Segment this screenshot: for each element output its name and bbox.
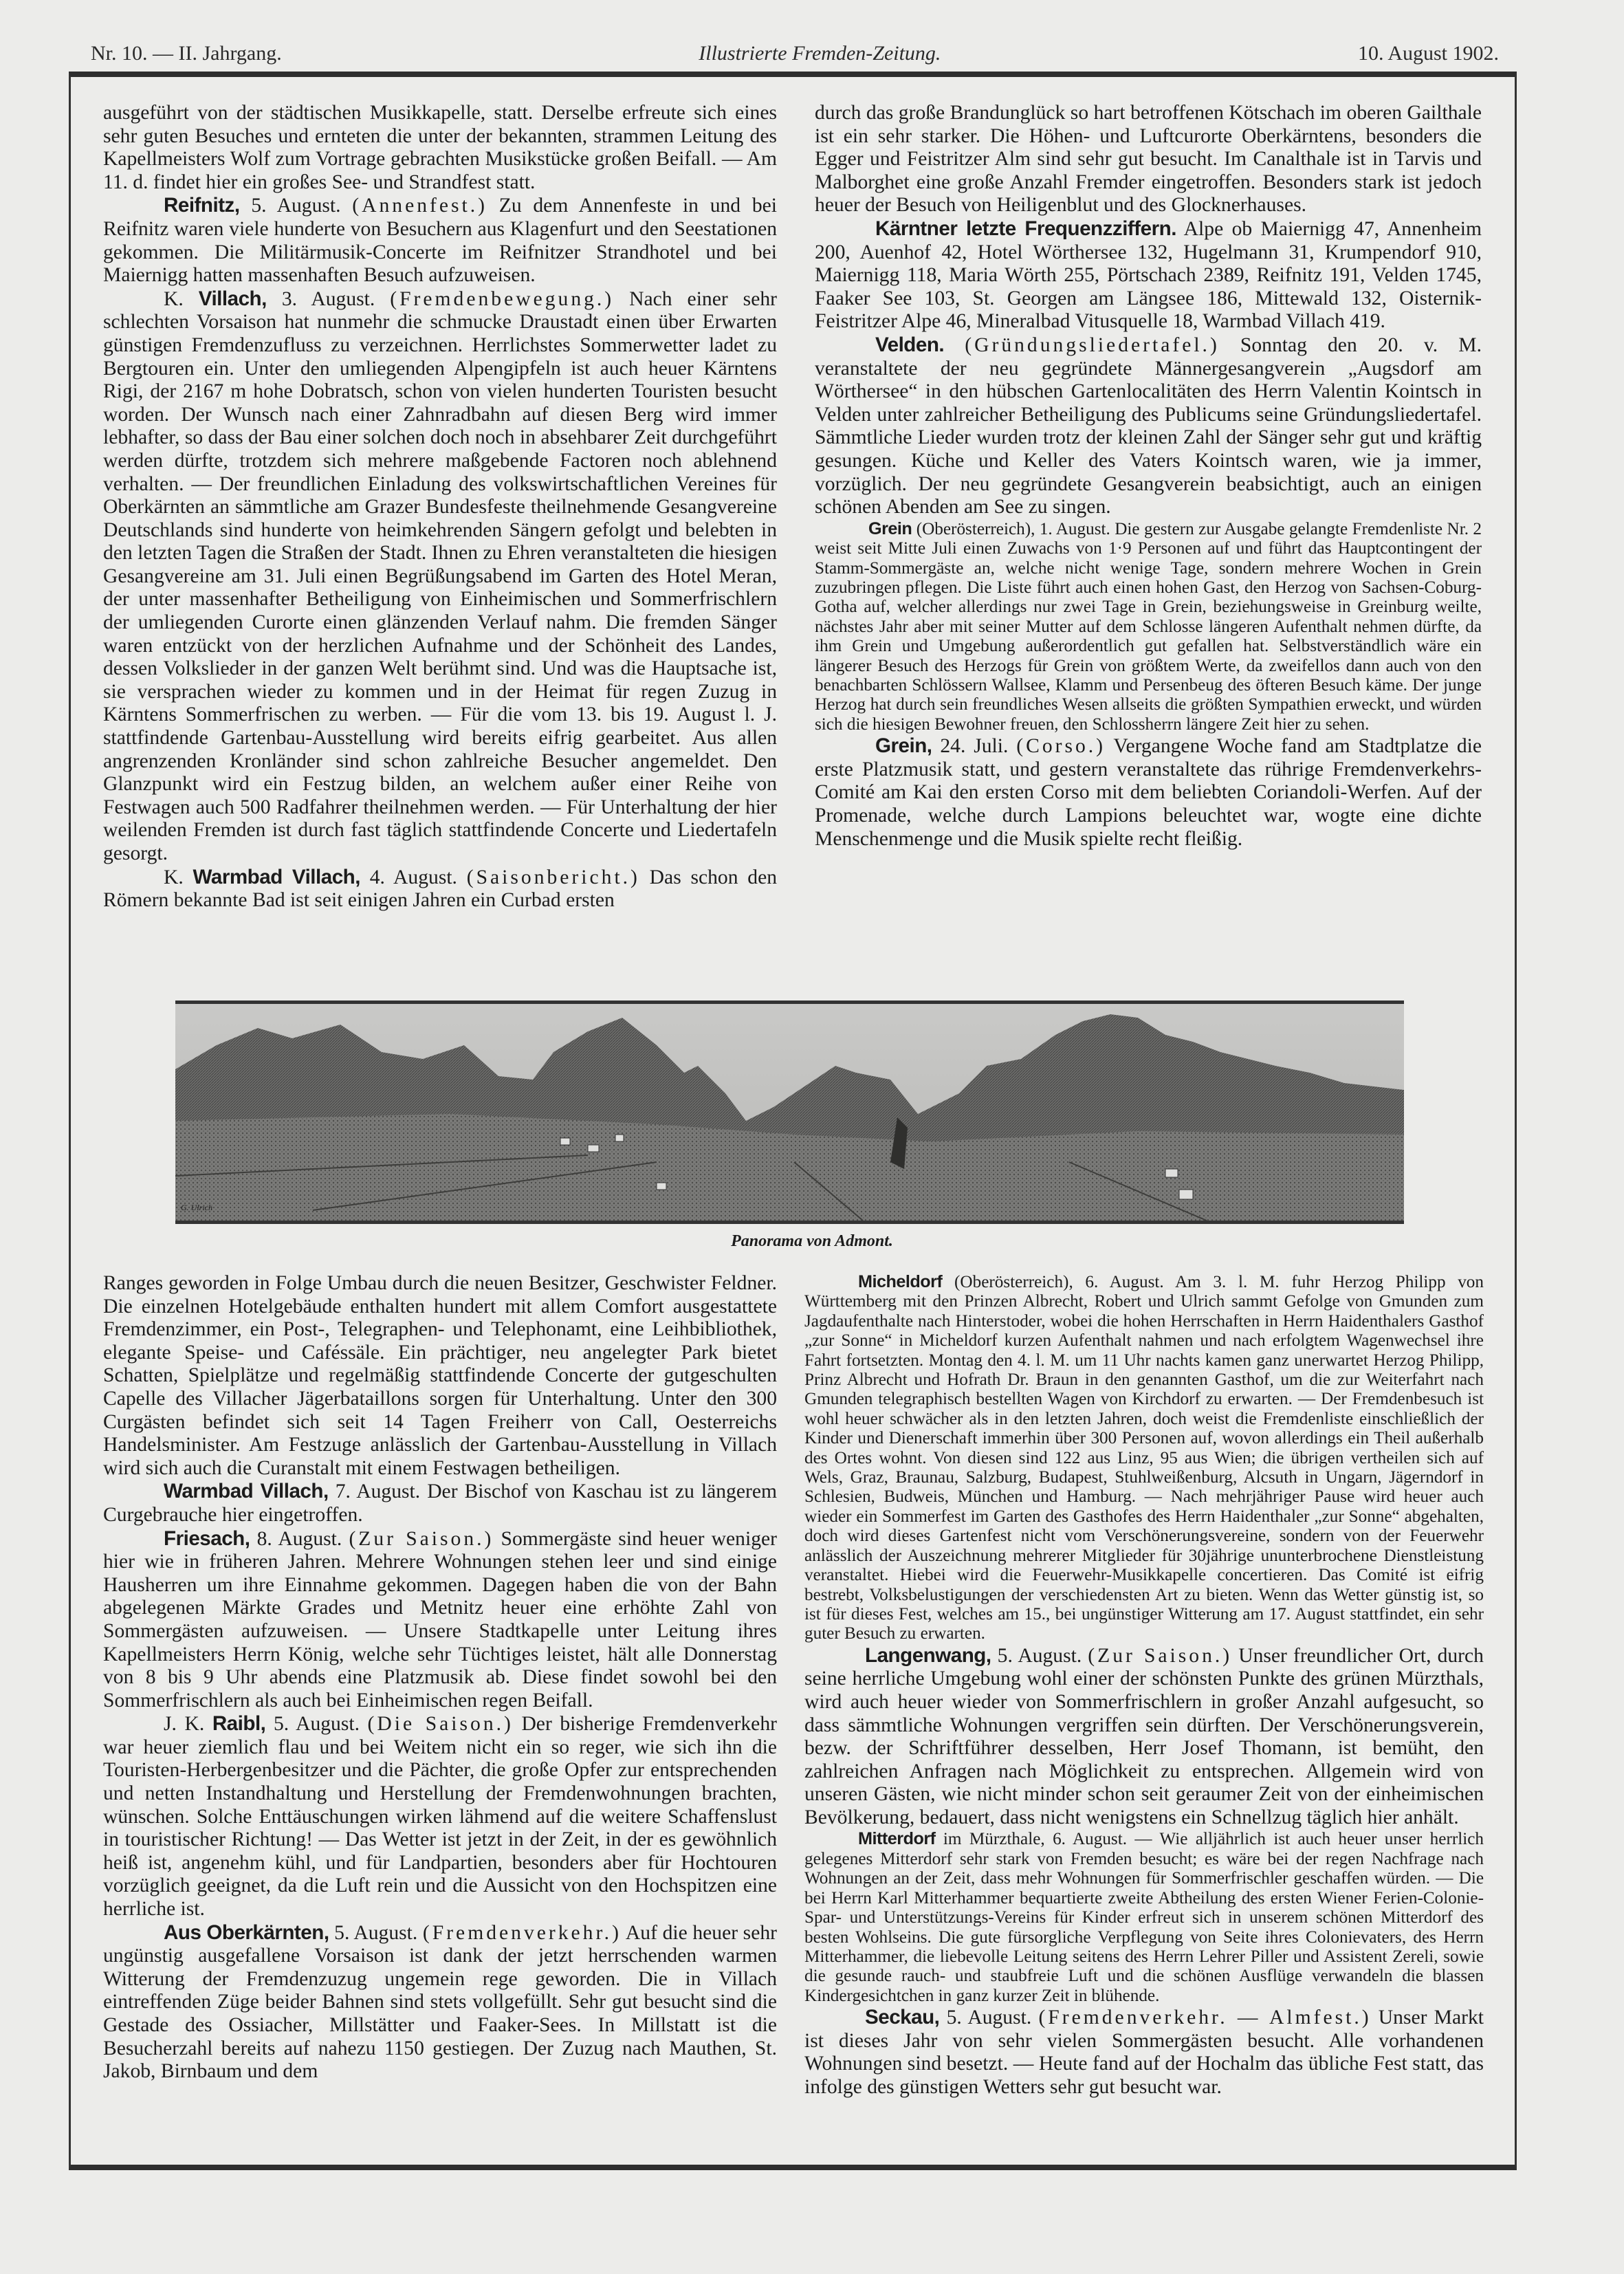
topic-label: (Zur Saison.)	[349, 1527, 494, 1550]
news-item	[103, 1527, 777, 1713]
column-top-right	[815, 102, 1482, 851]
dateline: 3. August.	[266, 287, 391, 310]
dateline: im Mürzthale, 6. August.	[935, 1830, 1135, 1849]
figure-caption: Panorama von Admont.	[731, 1232, 893, 1250]
location-heading: Langenwang,	[865, 1643, 991, 1667]
article-text: Zu dem Annenfeste in und bei Reifnitz waren viele hunderte von Besuchern aus Klagenfurt und den Seestationen gekommen. Die Militärmusik-Concerte im Reifnitzer Strandhotel und bei Maiernigg hatten massenhaften Besuch aufzuweisen.	[103, 195, 777, 287]
location-prefix: K.	[164, 866, 193, 888]
location-prefix: K.	[164, 287, 199, 310]
article-text: Sonntag den 20. v. M. veranstaltete der neu gegründete Männergesangverein „Augsdorf am Wörthersee“ in den hübschen Gartenlocalitäten des Herrn Valentin Kointsch in Velden unter zahlreicher Betheiligung des Publicums seine Gründungsliedertafel. Sämmtliche Lieder wurden trotz der kleinen Zahl der Sänger sehr gut und kräftig gesungen. Küche und Keller des Vaters Kointsch waren, wie ja immer, vorzüglich. Der neu gegründete Gesangverein beabsichtigt, auch an einigen schönen Abenden am See zu singen.	[815, 334, 1482, 518]
dateline: 5. August.	[239, 195, 353, 217]
article-text: Unser freundlicher Ort, durch seine herrliche Umgebung wohl einer der schönsten Punkte des grünen Mürzthals, wird auch heuer wieder von Sommerfrischlern in großer Anzahl aufgesucht, so dass sämmtliche Wohnungen vergriffen sein dürften. Der Verschönerungsverein, bezw. der Schriftführer desselben, Herr Josef Thomann, ist bemüht, den zahlreichen Anfragen nach Möglichkeit zu entsprechen. Allgemein wird von unseren Gästen, wie nicht minder schon seit geraumer Zeit von der einheimischen Bevölkerung, bedauert, dass nicht wenigstens ein Schnellzug täglich hier anhält.	[804, 1644, 1484, 1828]
article-text: Unser Markt ist dieses Jahr von sehr vielen Sommergästen besucht. Alle vorhandenen Wohnungen sind besetzt. — Heute fand auf der Hochalm das übliche Fest statt, das infolge des günstigen Wetters sehr gut besucht war.	[804, 2007, 1484, 2098]
news-item	[103, 287, 777, 866]
topic-label: (Saisonbericht.)	[466, 866, 640, 888]
topic-label: (Zur Saison.)	[1088, 1644, 1233, 1667]
location-heading: Micheldorf	[858, 1272, 943, 1291]
dateline: 7. August.	[328, 1480, 428, 1503]
article-text: Am 3. l. M. fuhr Herzog Philipp von Württemberg mit den Prinzen Albrecht, Robert und Ulrich sammt Gefolge von Gmunden zum Jagdaufenthalte nach Hinterstoder, wobei die hohen Herrschaften in Herrn Haidenthalers Gasthof „zur Sonne“ in Micheldorf kurzen Aufenthalt nahmen und nach erfolgtem Wagenwechsel ihre Fahrt fortsetzten. Montag den 4. l. M. um 11 Uhr nachts kamen ganz unerwartet Herzog Philipp, Prinz Albrecht und Hofrath Dr. Braun in den genannten Gasthof, um die zur Weiterfahrt nach Gmunden telegraphisch bestellten Wagen von Kirchdorf zu erwarten. — Der Fremdenbesuch ist wohl heuer schwächer als in den letzten Jahren, doch weist die Fremdenliste einschließlich der Kinder und Dienerschaft immerhin über 300 Personen auf, wovon allerdings ein Theil außerhalb des Ortes wohnt. Von diesen sind 122 aus Linz, 95 aus Wien; die übrigen vertheilen sich auf Wels, Graz, Braunau, Salzburg, Budapest, Stuhlweißenburg, Alcsuth in Ungarn, Jägerndorf in Schlesien, Budweis, München und Hamburg. — Nach mehrjähriger Pause wird heuer auch wieder ein Sommerfest im Garten des Gasthofes des Herrn Haidenthaler „zur Sonne“ abgehalten, doch wird dieses Gartenfest nicht vom Verschönerungsvereine, sondern von der Feuerwehr anlässlich der Auszeichnung mehrerer Mitglieder für 30jährige ununterbrochene Dienstleistung veranstaltet. Hiebei wird die Feuerwehr-Musikkapelle concertieren. Das Comité ist eifrig bestrebt, Volksbelustigungen der verschiedensten Art zu bieten. Wenn das Wetter günstig ist, so ist für dieses Fest, welches am 15., bei ungünstiger Witterung am 17. August stattfindet, ein sehr guter Besuch zu erwarten.	[804, 1273, 1484, 1643]
news-item	[815, 734, 1482, 851]
dateline: (Oberösterreich), 1. August.	[912, 519, 1115, 538]
artist-signature: G. Ulrich	[181, 1203, 212, 1212]
location-heading: Mitterdorf	[858, 1829, 936, 1849]
article-text: durch das große Brandunglück so hart betroffenen Kötschach im oberen Gailthale ist ein sehr starker. Die Höhen- und Luftcurorte Oberkärntens, besonders die Egger und Feistritzer Alm sind sehr gut besucht. Im Canalthale ist in Tarvis und Malborghet eine große Anzahl Fremder eingetroffen. Besonders stark ist jedoch heuer der Besuch von Heiligenblut und des Glocknerhauses.	[815, 102, 1482, 217]
dateline: 5. August.	[265, 1713, 368, 1736]
article-text: Der bisherige Fremdenverkehr war heuer ziemlich flau und bei Weitem nicht ein so reger, wie sich ihn die Touristen-Herbergenbesitzer und die Pächter, die große Opfer zur entsprechenden und netten Instandhaltung und Herstellung der Fremdenwohnungen brachten, wünschen. Solche Enttäuschungen wirken lähmend auf die weitere Schaffenslust in touristischer Richtung! — Das Wetter ist jetzt in der Zeit, in der es gewöhnlich heiß ist, angenehm kühl, und für Landpartien, besonders aber für Hochtouren vorzüglich geeignet, da die Luft rein und die Aussicht von den Hochspitzen eine herrliche ist.	[103, 1713, 777, 1921]
topic-label: (Fremdenverkehr.)	[422, 1921, 622, 1944]
news-item	[103, 194, 777, 287]
news-item	[815, 217, 1482, 334]
location-heading: Aus Oberkärnten,	[164, 1921, 329, 1944]
article-text: Alpe ob Maiernigg 47, Annenheim 200, Auenhof 42, Hotel Wörthersee 132, Hugelmann 31, Krumpendorf 910, Maiernigg 118, Maria Wörth 255, Pörtschach 2389, Reifnitz 191, Velden 1745, Faaker See 103, St. Georgen am Längsee 186, Mittewald 132, Oisternik-Feistritzer Alpe 46, Mineralbad Vitusquelle 18, Warmbad Villach 419.	[815, 217, 1482, 333]
news-item	[103, 1712, 777, 1921]
location-prefix: J. K.	[164, 1713, 212, 1736]
news-item	[815, 519, 1482, 734]
dateline: 24. Juli.	[932, 735, 1017, 758]
location-heading: Raibl,	[212, 1712, 266, 1736]
column-bottom-left	[103, 1272, 777, 2084]
dateline	[944, 334, 965, 356]
article-text: Auf die heuer sehr ungünstig ausgefallene Vorsaison ist dank der jetzt herrschenden warmen Witterung der Fremdenzuzug ungemein rege geworden. Die in Villach eintreffenden Züge beider Bahnen sind stets vollgefüllt. Sehr gut besucht sind die Gestade des Ossiacher, Millstätter und Faaker-Sees. In Millstatt ist die Besucherzahl bereits auf nahezu 1150 gestiegen. Der Zuzug nach Mauthen, St. Jakob, Birnbaum und dem	[103, 1921, 777, 2083]
article-text: Der Bischof von Kaschau ist zu längerem Curgebrauche hier eingetroffen.	[103, 1480, 777, 1526]
location-heading: Velden.	[875, 333, 945, 356]
article-text: Das schon den Römern bekannte Bad ist seit einigen Jahren ein Curbad ersten	[103, 866, 778, 912]
dateline: 5. August.	[329, 1921, 423, 1944]
dateline: 5. August.	[991, 1644, 1088, 1667]
news-item	[103, 1921, 777, 2084]
article-continuation	[103, 102, 777, 194]
article-text: ausgeführt von der städtischen Musikkapelle, statt. Derselbe erfreute sich eines sehr guten Besuches und ernteten die unter der bekannten, strammen Leitung des Kapellmeisters Wolf zum Vortrage gebrachten Musikstücke großen Beifall. — Am 11. d. findet hier ein großes See- und Strandfest statt.	[103, 102, 777, 193]
topic-label: (Die Saison.)	[367, 1713, 514, 1736]
topic-label: (Corso.)	[1016, 735, 1106, 758]
topic-label: (Fremdenverkehr. — Almfest.)	[1038, 2007, 1372, 2029]
location-heading: Villach,	[198, 287, 267, 310]
location-heading: Reifnitz,	[164, 194, 240, 217]
article-text: Die gestern zur Ausgabe gelangte Fremdenliste Nr. 2 weist seit Mitte Juli einen Zuwachs von 1·9 Personen auf und führt das Hauptcontingent der Stamm-Sommergäste an, welche nicht wenige Tage, sondern mehrere Wochen in Grein zuzubringen pflegen. Die Liste führt auch einen hohen Gast, den Herzog von Sachsen-Coburg-Gotha auf, welcher allerdings nur zwei Tage in Grein, beziehungsweise in Greinburg weilte, nächstes Jahr aber mit seiner Mutter auf dem Schlosse längeren Aufenthalt nehmen dürfte, da ihm Grein und Umgebung außerordentlich gut gefallen hat. Selbstverständlich wäre ein längerer Besuch des Herzogs für Grein von größtem Werte, da zweifellos dann auch von den benachbarten Schlössern Wallsee, Klamm und Persenbeug des öfteren Besuch käme. Der junge Herzog hat durch sein freundliches Wesen allseits die größten Sympathien erweckt, und würden sich die hiesigen Bewohner freuen, den Schlossherrn längere Zeit hier zu sehen.	[815, 519, 1482, 734]
column-bottom-right	[804, 1272, 1484, 2099]
article-text: Sommergäste sind heuer weniger hier wie in früheren Jahren. Mehrere Wohnungen stehen leer und sind einige Hausherren um ihre Einnahme gekommen. Dagegen haben die von der Bahn abgelegenen Märkte Grades und Metnitz heuer eine erhöhte Zahl von Sommergästen aufzuweisen. — Unsere Stadtkapelle unter Leitung ihres Kapellmeisters Herrn König, welche sehr Tüchtiges leistet, hält alle Donnerstag von 8 bis 9 Uhr abends eine Platzmusik ab. Diese findet sowohl bei den Sommerfrischlern als auch bei Einheimischen regen Beifall.	[103, 1527, 777, 1712]
article-continuation	[815, 102, 1482, 217]
dateline: 8. August.	[250, 1527, 349, 1550]
article-text: — Wie alljährlich ist auch heuer unser herrlich gelegenes Mitterdorf sehr stark von Fremden besucht; es wäre bei der regen Nachfrage nach Wohnungen an der Zeit, dass mehr Wohnungen für Sommerfrischler geschaffen würden. — Die bei Herrn Karl Mitterhammer bequartierte zweite Abtheilung des ersten Wiener Ferien-Colonie-Spar- und Unterstützungs-Vereins für Kinder erfreut sich in unserem schönen Mitterdorf des besten Wohlseins. Die gute fürsorgliche Verpflegung von Seite ihres Colonievaters, des Herrn Mitterhammer, die liebevolle Leitung seitens des Herrn Lehrer Piller und Assistent Zereli, sowie die gesunde rauch- und staubfreie Luft und die schönen Ausflüge verwandeln die blassen Kindergesichtchen in ganz kurzer Zeit in blühende.	[804, 1830, 1484, 2005]
article-text: Vergangene Woche fand am Stadtplatze die erste Platzmusik statt, und gestern veranstaltete das rührige Fremdenverkehrs-Comité am Kai den ersten Corso mit dem beliebten Coriandoli-Werfen. Auf der Promenade, welche durch Lampions beleuchtet war, wogte eine dichte Menschenmenge und die Musik spielte recht fleißig.	[815, 735, 1482, 850]
dateline	[1176, 218, 1184, 240]
column-top-left	[103, 102, 777, 912]
panorama-illustration	[175, 1001, 1404, 1224]
location-heading: Friesach,	[164, 1527, 250, 1550]
dateline: 4. August.	[360, 866, 467, 888]
running-head	[91, 40, 1499, 67]
location-heading: Kärntner letzte Frequenzziffern.	[875, 217, 1176, 240]
news-item	[103, 1480, 777, 1527]
news-item	[804, 1644, 1484, 1830]
news-item	[815, 334, 1482, 519]
issue-date: 10. August 1902.	[1357, 42, 1499, 65]
news-item	[804, 2006, 1484, 2099]
location-heading: Seckau,	[865, 2006, 940, 2029]
dateline: 5. August.	[939, 2007, 1039, 2029]
mountain-landscape-image	[175, 1004, 1404, 1221]
location-heading: Grein,	[875, 734, 932, 758]
dateline: (Oberösterreich), 6. August.	[942, 1273, 1175, 1291]
article-text: Nach einer sehr schlechten Vorsaison hat nunmehr die schmucke Draustadt einen über Erwarten günstigen Fremdenzufluss zu verzeichnen. Herrlichstes Sommerwetter ladet zu Bergtouren ein. Unter den umliegenden Alpengipfeln ist auch heuer Kärntens Rigi, der 2167 m hohe Dobratsch, schon von vielen hunderten Touristen besucht worden. Der Wunsch nach einer Zahnradbahn auf diesen Berg wird immer lebhafter, so dass der Bau einer solchen doch noch in absehbarer Zeit durchgeführt werden dürfte, trotzdem sich mehrere maßgebende Factoren noch ablehnend verhalten. — Der freundlichen Einladung des volkswirtschaftlichen Vereines für Oberkärnten an sämmtliche am Grazer Bundesfeste theilnehmende Gesangvereine Deutschlands sind hunderte von heimkehrenden Sängern gefolgt und belebten in den letzten Tagen die Straßen der Stadt. Ihnen zu Ehren veranstalteten die hiesigen Gesangvereine am 31. Juli einen Begrüßungsabend im Garten des Hotel Meran, der unter massenhafter Betheiligung von Einheimischen und Sommerfrischlern der umliegenden Curorte einen glänzenden Verlauf nahm. Die fremden Sänger waren entzückt von der herzlichen Aufnahme und der Schönheit des Landes, dessen Volkslieder in der ganzen Welt berühmt sind. Und was die Hauptsache ist, sie versprachen wieder zu kommen und in der Heimat für regen Zuzug in Kärntens Sommerfrischen zu werben. — Für die vom 13. bis 19. August l. J. stattfindende Gartenbau-Ausstellung wird bereits eifrig gearbeitet. Aus allen angrenzenden Kronländer sind schon zahlreiche Besucher angemeldet. Den Glanzpunkt wird ein Festzug bilden, an welchem außer einer Reihe von Festwagen auch 500 Radfahrer theilnehmen werden. — Für Unterhaltung der hier weilenden Fremden ist durch fast täglich stattfindende Concerte und Liedertafeln gesorgt.	[103, 287, 777, 864]
article-continuation	[103, 1272, 777, 1480]
topic-label: (Fremdenbewegung.)	[390, 287, 615, 310]
topic-label: (Gründungsliedertafel.)	[965, 334, 1220, 356]
topic-label: (Annenfest.)	[352, 195, 488, 217]
news-item	[804, 1272, 1484, 1644]
location-heading: Grein	[868, 518, 912, 538]
news-item	[804, 1829, 1484, 2006]
newspaper-title: Illustrierte Fremden-Zeitung.	[699, 42, 941, 65]
location-heading: Warmbad Villach,	[164, 1480, 329, 1503]
location-heading: Warmbad Villach,	[193, 865, 360, 888]
news-item	[103, 866, 777, 912]
issue-number: Nr. 10. — II. Jahrgang.	[91, 42, 282, 65]
article-text: Ranges geworden in Folge Umbau durch die neuen Besitzer, Geschwister Feldner. Die einzelnen Hotelgebäude enthalten hundert mit allem Comfort ausgestattete Fremdenzimmer, ein Post-, Telegraphen- und Telephonamt, eine Leihbibliothek, elegante Speise- und Caféssäle. Ein prächtiger, neu angelegter Park bietet Schatten, Spielplätze und regelmäßig stattfindende Concerte der gutgeschulten Capelle des Villacher Jägerbataillons sorgen für Unterhaltung. Unter den 300 Curgästen befindet sich seit 14 Tagen Freiherr von Call, Oesterreichs Handelsminister. Am Festzuge anlässlich der Gartenbau-Ausstellung in Villach wird sich auch die Curanstalt mit einem Festwagen betheiligen.	[103, 1272, 777, 1479]
